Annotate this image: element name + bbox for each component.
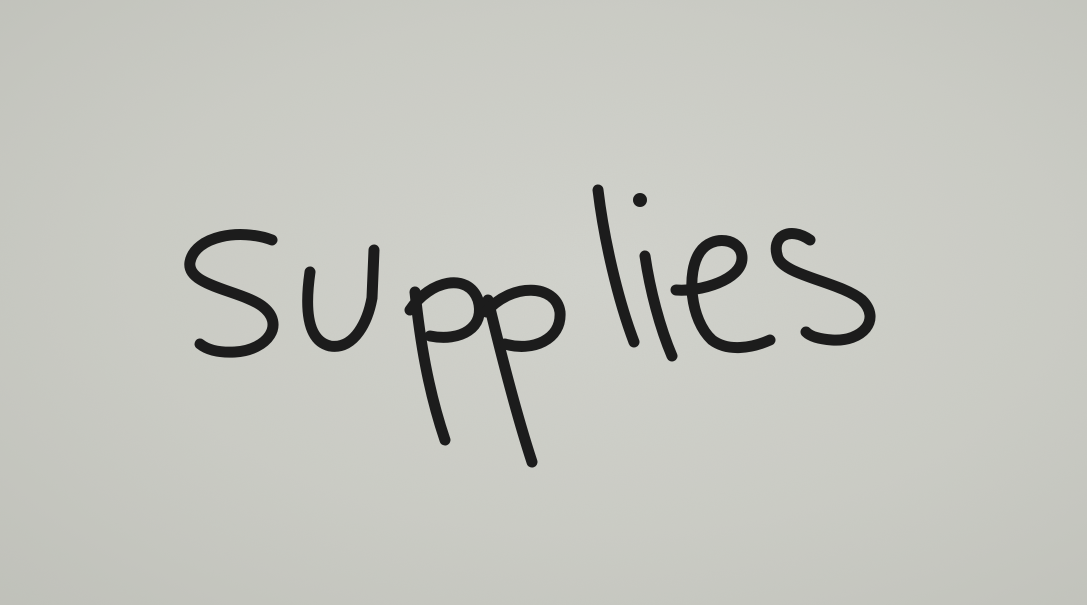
letter-s-1 <box>190 235 273 353</box>
letter-u <box>308 250 374 346</box>
letter-s-2 <box>776 234 870 341</box>
letter-i <box>645 256 672 356</box>
letter-i-dot <box>633 193 647 207</box>
letter-e <box>676 241 770 348</box>
letter-l <box>598 190 634 342</box>
letter-p-2 <box>488 300 532 462</box>
letter-p-1 <box>415 292 445 440</box>
